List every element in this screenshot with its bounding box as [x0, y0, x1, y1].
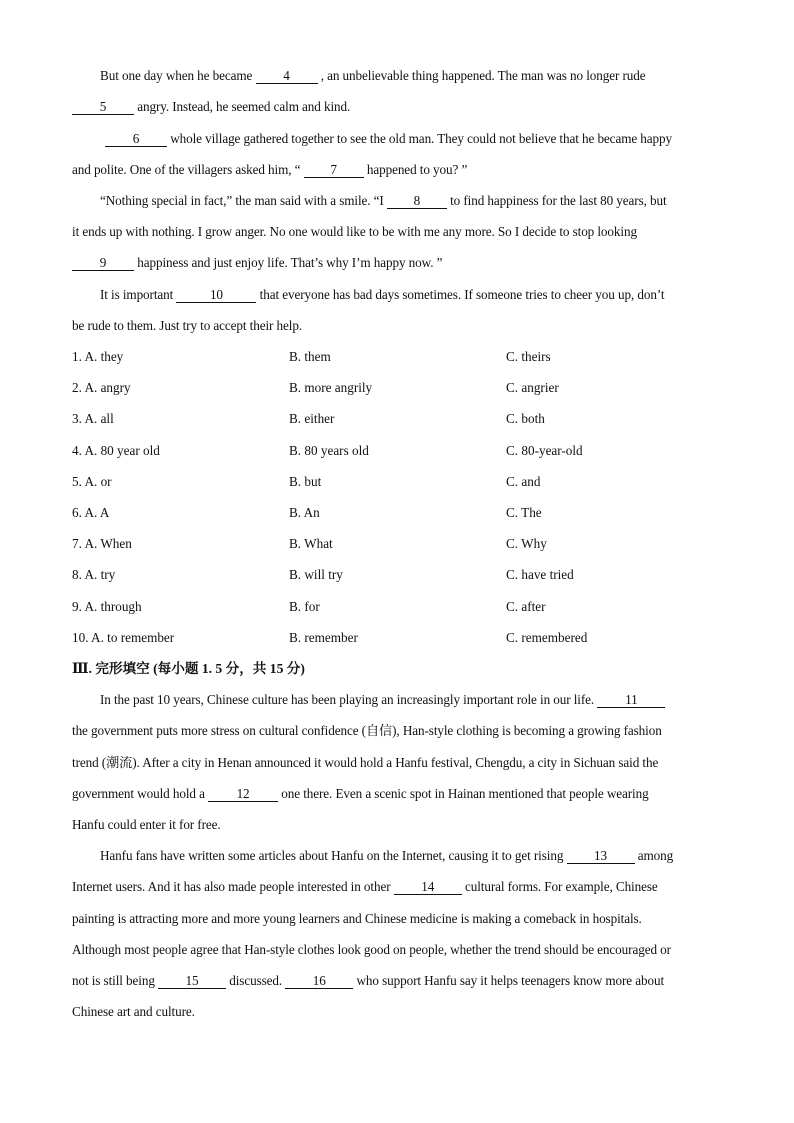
blank-4[interactable]: 4: [256, 69, 318, 84]
text: government would hold a: [72, 786, 205, 801]
text: that everyone has bad days sometimes. If someone tries to cheer you up, don’t: [259, 287, 665, 302]
option-9a[interactable]: 9. A. through: [72, 599, 142, 614]
passage1-line-8: [100, 287, 664, 303]
option-2b[interactable]: B. more angrily: [289, 380, 373, 395]
blank-10[interactable]: 10: [176, 288, 256, 303]
option-9c[interactable]: C. after: [506, 599, 546, 614]
text: to find happiness for the last 80 years, but: [450, 193, 667, 208]
option-8c[interactable]: C. have tried: [506, 567, 574, 582]
passage1-line-1: [100, 68, 646, 84]
text: and polite. One of the villagers asked him, “: [72, 162, 301, 177]
blank-11[interactable]: 11: [597, 693, 665, 708]
passage2-line-8: painting is attracting more and more young learners and Chinese medicine is making a comeback in hospitals.: [72, 911, 642, 926]
blank-14[interactable]: 14: [394, 880, 462, 895]
option-4c[interactable]: C. 80-year-old: [506, 443, 583, 458]
blank-16[interactable]: 16: [285, 974, 353, 989]
blank-12[interactable]: 12: [208, 787, 278, 802]
passage2-line-9: Although most people agree that Han-style clothes look good on people, whether the trend should be encouraged or: [72, 942, 671, 957]
option-5b[interactable]: B. but: [289, 474, 322, 489]
text: Internet users. And it has also made people interested in other: [72, 879, 391, 894]
option-2a[interactable]: 2. A. angry: [72, 380, 131, 395]
passage2-line-1: [100, 692, 665, 708]
blank-13[interactable]: 13: [567, 849, 635, 864]
text: happiness and just enjoy life. That’s why I’m happy now. ”: [137, 255, 443, 270]
blank-8[interactable]: 8: [387, 194, 447, 209]
passage1-line-3: [105, 131, 672, 147]
option-10b[interactable]: B. remember: [289, 630, 358, 645]
option-7a[interactable]: 7. A. When: [72, 536, 132, 551]
option-7b[interactable]: B. What: [289, 536, 333, 551]
text: cultural forms. For example, Chinese: [464, 879, 658, 894]
option-3c[interactable]: C. both: [506, 411, 545, 426]
option-8a[interactable]: 8. A. try: [72, 567, 116, 582]
blank-5[interactable]: 5: [72, 100, 134, 115]
option-2c[interactable]: C. angrier: [506, 380, 559, 395]
passage2-line-6: [100, 848, 673, 864]
option-1a[interactable]: 1. A. they: [72, 349, 124, 364]
passage1-line-5: [100, 193, 667, 209]
passage2-line-4: [72, 786, 649, 802]
passage1-line-9: be rude to them. Just try to accept their help.: [72, 318, 303, 333]
text: happened to you? ”: [366, 162, 468, 177]
passage1-line-4: [72, 162, 467, 178]
passage2-line-7: [72, 879, 658, 895]
option-4b[interactable]: B. 80 years old: [289, 443, 369, 458]
passage1-line-2: [72, 99, 350, 115]
passage2-line-2: the government puts more stress on cultural confidence (自信), Han-style clothing is becoming a growing fashion: [72, 723, 662, 738]
text: Hanfu fans have written some articles about Hanfu on the Internet, causing it to get rising: [100, 848, 564, 863]
passage1-line-6: it ends up with nothing. I grow anger. No one would like to be with me any more. So I decide to stop looking: [72, 224, 637, 239]
option-4a[interactable]: 4. A. 80 year old: [72, 443, 160, 458]
option-9b[interactable]: B. for: [289, 599, 320, 614]
option-7c[interactable]: C. Why: [506, 536, 547, 551]
text: not is still being: [72, 973, 155, 988]
option-1b[interactable]: B. them: [289, 349, 331, 364]
blank-9[interactable]: 9: [72, 256, 134, 271]
option-8b[interactable]: B. will try: [289, 567, 343, 582]
option-6a[interactable]: 6. A. A: [72, 505, 110, 520]
option-5a[interactable]: 5. A. or: [72, 474, 112, 489]
text: among: [637, 848, 674, 863]
section-heading: Ⅲ. 完形填空 (每小题 1. 5 分，共 15 分): [72, 661, 305, 676]
text: discussed.: [229, 973, 283, 988]
option-6b[interactable]: B. An: [289, 505, 320, 520]
passage2-line-11: Chinese art and culture.: [72, 1004, 195, 1019]
option-10a[interactable]: 10. A. to remember: [72, 630, 175, 645]
blank-7[interactable]: 7: [304, 163, 364, 178]
text: “Nothing special in fact,” the man said with a smile. “I: [100, 193, 384, 208]
option-6c[interactable]: C. The: [506, 505, 542, 520]
option-10c[interactable]: C. remembered: [506, 630, 588, 645]
text: In the past 10 years, Chinese culture has been playing an increasingly important role in our life.: [100, 692, 595, 707]
text: It is important: [100, 287, 174, 302]
text: whole village gathered together to see the old man. They could not believe that he became happy: [170, 131, 673, 146]
blank-15[interactable]: 15: [158, 974, 226, 989]
passage2-line-10: [72, 973, 664, 989]
option-5c[interactable]: C. and: [506, 474, 541, 489]
passage2-line-3: trend (潮流). After a city in Henan announced it would hold a Hanfu festival, Chengdu, a city in Sichuan said the: [72, 755, 659, 770]
text: one there. Even a scenic spot in Hainan mentioned that people wearing: [281, 786, 649, 801]
text: who support Hanfu say it helps teenagers know more about: [356, 973, 665, 988]
passage1-line-7: [72, 255, 442, 271]
option-3a[interactable]: 3. A. all: [72, 411, 114, 426]
passage2-line-5: Hanfu could enter it for free.: [72, 817, 221, 832]
blank-6[interactable]: 6: [105, 132, 167, 147]
option-1c[interactable]: C. theirs: [506, 349, 551, 364]
option-3b[interactable]: B. either: [289, 411, 335, 426]
text: But one day when he became: [100, 68, 253, 83]
text: angry. Instead, he seemed calm and kind.: [137, 99, 351, 114]
text: , an unbelievable thing happened. The man was no longer rude: [320, 68, 646, 83]
